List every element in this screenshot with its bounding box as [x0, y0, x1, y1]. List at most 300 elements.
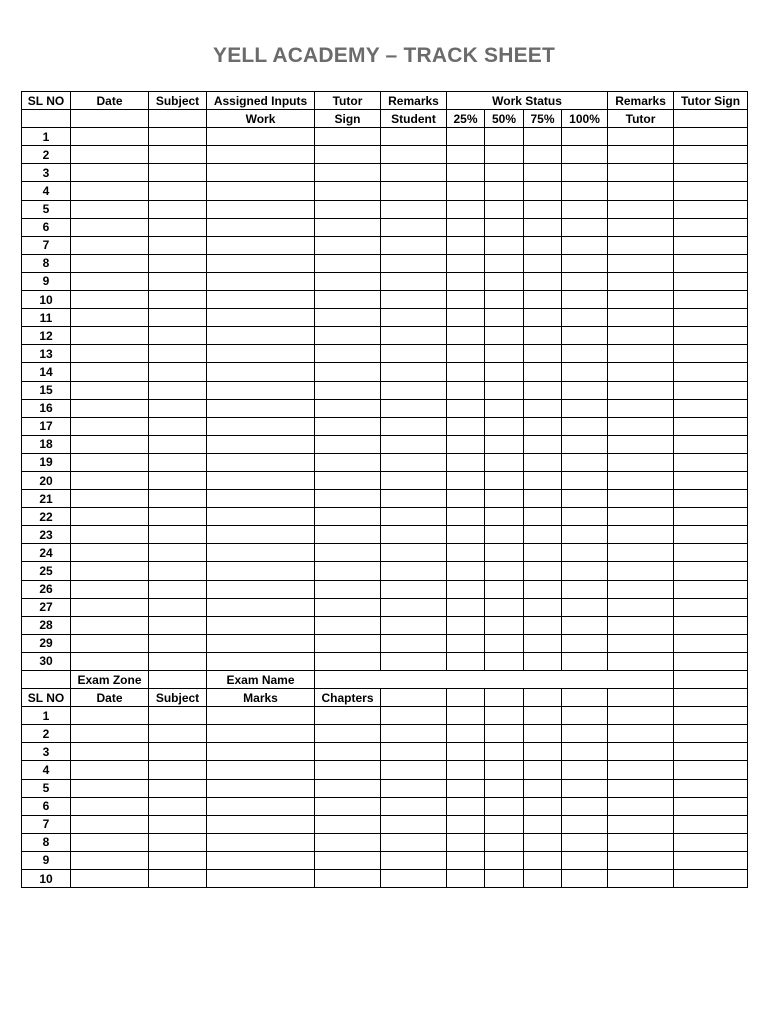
entry-cell[interactable]	[149, 616, 207, 634]
entry-cell[interactable]	[524, 616, 562, 634]
entry-cell[interactable]	[674, 815, 748, 833]
entry-cell[interactable]	[674, 182, 748, 200]
entry-cell[interactable]	[562, 652, 608, 670]
entry-cell[interactable]	[524, 634, 562, 652]
entry-cell[interactable]	[485, 453, 524, 471]
entry-cell[interactable]	[381, 218, 447, 236]
entry-cell[interactable]	[315, 508, 381, 526]
entry-cell[interactable]	[149, 508, 207, 526]
entry-cell[interactable]	[71, 327, 149, 345]
entry-cell[interactable]	[381, 417, 447, 435]
entry-cell[interactable]	[149, 128, 207, 146]
entry-cell[interactable]	[608, 815, 674, 833]
entry-cell[interactable]	[381, 453, 447, 471]
entry-cell[interactable]	[608, 544, 674, 562]
entry-cell[interactable]	[315, 815, 381, 833]
entry-cell[interactable]	[562, 526, 608, 544]
entry-cell[interactable]	[315, 381, 381, 399]
entry-cell[interactable]	[447, 453, 485, 471]
entry-cell[interactable]	[562, 562, 608, 580]
entry-cell[interactable]	[71, 544, 149, 562]
entry-cell[interactable]	[447, 851, 485, 869]
entry-cell[interactable]	[149, 833, 207, 851]
entry-cell[interactable]	[381, 833, 447, 851]
entry-cell[interactable]	[315, 652, 381, 670]
entry-cell[interactable]	[207, 435, 315, 453]
entry-cell[interactable]	[315, 580, 381, 598]
entry-cell[interactable]	[207, 743, 315, 761]
entry-cell[interactable]	[315, 399, 381, 417]
entry-cell[interactable]	[485, 272, 524, 290]
entry-cell[interactable]	[71, 399, 149, 417]
entry-cell[interactable]	[674, 707, 748, 725]
entry-cell[interactable]	[447, 309, 485, 327]
entry-cell[interactable]	[447, 490, 485, 508]
entry-cell[interactable]	[381, 236, 447, 254]
entry-cell[interactable]	[381, 707, 447, 725]
entry-cell[interactable]	[485, 164, 524, 182]
entry-cell[interactable]	[447, 399, 485, 417]
entry-cell[interactable]	[562, 616, 608, 634]
entry-cell[interactable]	[524, 309, 562, 327]
entry-cell[interactable]	[447, 435, 485, 453]
entry-cell[interactable]	[71, 363, 149, 381]
entry-cell[interactable]	[381, 634, 447, 652]
entry-cell[interactable]	[562, 164, 608, 182]
entry-cell[interactable]	[485, 616, 524, 634]
entry-cell[interactable]	[315, 453, 381, 471]
entry-cell[interactable]	[562, 291, 608, 309]
entry-cell[interactable]	[524, 200, 562, 218]
entry-cell[interactable]	[674, 562, 748, 580]
entry-cell[interactable]	[524, 291, 562, 309]
entry-cell[interactable]	[149, 254, 207, 272]
entry-cell[interactable]	[381, 870, 447, 888]
entry-cell[interactable]	[485, 598, 524, 616]
entry-cell[interactable]	[447, 580, 485, 598]
entry-cell[interactable]	[71, 453, 149, 471]
entry-cell[interactable]	[381, 291, 447, 309]
entry-cell[interactable]	[562, 218, 608, 236]
entry-cell[interactable]	[207, 562, 315, 580]
entry-cell[interactable]	[485, 236, 524, 254]
entry-cell[interactable]	[149, 363, 207, 381]
entry-cell[interactable]	[562, 761, 608, 779]
entry-cell[interactable]	[149, 381, 207, 399]
entry-cell[interactable]	[71, 616, 149, 634]
entry-cell[interactable]	[524, 815, 562, 833]
entry-cell[interactable]	[485, 562, 524, 580]
entry-cell[interactable]	[524, 870, 562, 888]
entry-cell[interactable]	[447, 508, 485, 526]
entry-cell[interactable]	[207, 381, 315, 399]
entry-cell[interactable]	[207, 309, 315, 327]
entry-cell[interactable]	[381, 200, 447, 218]
entry-cell[interactable]	[381, 327, 447, 345]
entry-cell[interactable]	[381, 471, 447, 489]
entry-cell[interactable]	[149, 598, 207, 616]
entry-cell[interactable]	[447, 743, 485, 761]
entry-cell[interactable]	[608, 689, 674, 707]
entry-cell[interactable]	[71, 779, 149, 797]
entry-cell[interactable]	[207, 327, 315, 345]
entry-cell[interactable]	[447, 128, 485, 146]
entry-cell[interactable]	[485, 743, 524, 761]
entry-cell[interactable]	[207, 471, 315, 489]
entry-cell[interactable]	[485, 399, 524, 417]
entry-cell[interactable]	[524, 598, 562, 616]
entry-cell[interactable]	[315, 616, 381, 634]
entry-cell[interactable]	[207, 526, 315, 544]
entry-cell[interactable]	[71, 797, 149, 815]
entry-cell[interactable]	[381, 598, 447, 616]
entry-cell[interactable]	[485, 526, 524, 544]
entry-cell[interactable]	[447, 291, 485, 309]
entry-cell[interactable]	[674, 761, 748, 779]
entry-cell[interactable]	[562, 508, 608, 526]
entry-cell[interactable]	[207, 508, 315, 526]
entry-cell[interactable]	[149, 851, 207, 869]
entry-cell[interactable]	[562, 309, 608, 327]
entry-cell[interactable]	[149, 544, 207, 562]
entry-cell[interactable]	[524, 236, 562, 254]
entry-cell[interactable]	[149, 634, 207, 652]
entry-cell[interactable]	[447, 616, 485, 634]
entry-cell[interactable]	[608, 309, 674, 327]
entry-cell[interactable]	[207, 164, 315, 182]
entry-cell[interactable]	[562, 707, 608, 725]
entry-cell[interactable]	[608, 435, 674, 453]
entry-cell[interactable]	[485, 815, 524, 833]
entry-cell[interactable]	[381, 779, 447, 797]
entry-cell[interactable]	[524, 544, 562, 562]
entry-cell[interactable]	[562, 815, 608, 833]
entry-cell[interactable]	[485, 200, 524, 218]
entry-cell[interactable]	[608, 218, 674, 236]
entry-cell[interactable]	[608, 707, 674, 725]
entry-cell[interactable]	[149, 435, 207, 453]
entry-cell[interactable]	[608, 381, 674, 399]
entry-cell[interactable]	[447, 526, 485, 544]
entry-cell[interactable]	[315, 779, 381, 797]
entry-cell[interactable]	[524, 689, 562, 707]
entry-cell[interactable]	[207, 707, 315, 725]
entry-cell[interactable]	[381, 689, 447, 707]
entry-cell[interactable]	[447, 345, 485, 363]
entry-cell[interactable]	[207, 634, 315, 652]
entry-cell[interactable]	[562, 236, 608, 254]
entry-cell[interactable]	[381, 725, 447, 743]
entry-cell[interactable]	[562, 870, 608, 888]
entry-cell[interactable]	[315, 182, 381, 200]
entry-cell[interactable]	[524, 453, 562, 471]
entry-cell[interactable]	[524, 471, 562, 489]
entry-cell[interactable]	[149, 870, 207, 888]
entry-cell[interactable]	[315, 743, 381, 761]
entry-cell[interactable]	[447, 272, 485, 290]
entry-cell[interactable]	[485, 381, 524, 399]
entry-cell[interactable]	[207, 833, 315, 851]
entry-cell[interactable]	[207, 851, 315, 869]
entry-cell[interactable]	[315, 218, 381, 236]
entry-cell[interactable]	[381, 435, 447, 453]
entry-cell[interactable]	[381, 652, 447, 670]
entry-cell[interactable]	[315, 761, 381, 779]
entry-cell[interactable]	[447, 634, 485, 652]
entry-cell[interactable]	[207, 218, 315, 236]
entry-cell[interactable]	[608, 327, 674, 345]
entry-cell[interactable]	[149, 309, 207, 327]
entry-cell[interactable]	[207, 779, 315, 797]
entry-cell[interactable]	[71, 200, 149, 218]
entry-cell[interactable]	[524, 254, 562, 272]
entry-cell[interactable]	[562, 689, 608, 707]
entry-cell[interactable]	[315, 272, 381, 290]
entry-cell[interactable]	[315, 200, 381, 218]
entry-cell[interactable]	[485, 833, 524, 851]
entry-cell[interactable]	[207, 417, 315, 435]
entry-cell[interactable]	[608, 254, 674, 272]
entry-cell[interactable]	[381, 562, 447, 580]
entry-cell[interactable]	[485, 146, 524, 164]
entry-cell[interactable]	[524, 743, 562, 761]
entry-cell[interactable]	[524, 508, 562, 526]
entry-cell[interactable]	[315, 435, 381, 453]
entry-cell[interactable]	[71, 598, 149, 616]
entry-cell[interactable]	[381, 128, 447, 146]
entry-cell[interactable]	[562, 381, 608, 399]
entry-cell[interactable]	[674, 689, 748, 707]
entry-cell[interactable]	[149, 707, 207, 725]
entry-cell[interactable]	[608, 236, 674, 254]
entry-cell[interactable]	[674, 743, 748, 761]
entry-cell[interactable]	[315, 797, 381, 815]
entry-cell[interactable]	[315, 598, 381, 616]
entry-cell[interactable]	[674, 345, 748, 363]
entry-cell[interactable]	[447, 146, 485, 164]
entry-cell[interactable]	[524, 327, 562, 345]
entry-cell[interactable]	[315, 164, 381, 182]
entry-cell[interactable]	[524, 707, 562, 725]
entry-cell[interactable]	[447, 164, 485, 182]
entry-cell[interactable]	[381, 508, 447, 526]
entry-cell[interactable]	[608, 634, 674, 652]
entry-cell[interactable]	[71, 345, 149, 363]
entry-cell[interactable]	[71, 634, 149, 652]
entry-cell[interactable]	[485, 309, 524, 327]
entry-cell[interactable]	[674, 146, 748, 164]
entry-cell[interactable]	[149, 725, 207, 743]
entry-cell[interactable]	[381, 146, 447, 164]
entry-cell[interactable]	[608, 345, 674, 363]
entry-cell[interactable]	[485, 435, 524, 453]
entry-cell[interactable]	[71, 725, 149, 743]
entry-cell[interactable]	[207, 616, 315, 634]
entry-cell[interactable]	[608, 453, 674, 471]
entry-cell[interactable]	[71, 417, 149, 435]
entry-cell[interactable]	[207, 490, 315, 508]
entry-cell[interactable]	[381, 743, 447, 761]
entry-cell[interactable]	[381, 399, 447, 417]
entry-cell[interactable]	[207, 254, 315, 272]
entry-cell[interactable]	[674, 453, 748, 471]
entry-cell[interactable]	[524, 363, 562, 381]
entry-cell[interactable]	[562, 272, 608, 290]
entry-cell[interactable]	[149, 218, 207, 236]
entry-cell[interactable]	[447, 254, 485, 272]
entry-cell[interactable]	[71, 707, 149, 725]
entry-cell[interactable]	[149, 526, 207, 544]
entry-cell[interactable]	[562, 725, 608, 743]
entry-cell[interactable]	[674, 200, 748, 218]
entry-cell[interactable]	[608, 471, 674, 489]
entry-cell[interactable]	[485, 218, 524, 236]
entry-cell[interactable]	[315, 471, 381, 489]
entry-cell[interactable]	[149, 182, 207, 200]
entry-cell[interactable]	[485, 508, 524, 526]
entry-cell[interactable]	[447, 797, 485, 815]
entry-cell[interactable]	[524, 652, 562, 670]
entry-cell[interactable]	[674, 526, 748, 544]
entry-cell[interactable]	[71, 761, 149, 779]
entry-cell[interactable]	[485, 779, 524, 797]
entry-cell[interactable]	[447, 200, 485, 218]
entry-cell[interactable]	[562, 453, 608, 471]
entry-cell[interactable]	[315, 544, 381, 562]
entry-cell[interactable]	[207, 725, 315, 743]
entry-cell[interactable]	[608, 725, 674, 743]
entry-cell[interactable]	[207, 544, 315, 562]
entry-cell[interactable]	[315, 291, 381, 309]
entry-cell[interactable]	[71, 652, 149, 670]
entry-cell[interactable]	[315, 707, 381, 725]
entry-cell[interactable]	[447, 381, 485, 399]
entry-cell[interactable]	[562, 779, 608, 797]
entry-cell[interactable]	[674, 399, 748, 417]
entry-cell[interactable]	[71, 272, 149, 290]
entry-cell[interactable]	[447, 652, 485, 670]
entry-cell[interactable]	[149, 779, 207, 797]
entry-cell[interactable]	[207, 815, 315, 833]
entry-cell[interactable]	[71, 743, 149, 761]
entry-cell[interactable]	[562, 254, 608, 272]
entry-cell[interactable]	[315, 634, 381, 652]
entry-cell[interactable]	[608, 580, 674, 598]
entry-cell[interactable]	[524, 490, 562, 508]
entry-cell[interactable]	[562, 363, 608, 381]
entry-cell[interactable]	[524, 218, 562, 236]
entry-cell[interactable]	[381, 182, 447, 200]
entry-cell[interactable]	[149, 453, 207, 471]
entry-cell[interactable]	[674, 218, 748, 236]
entry-cell[interactable]	[149, 200, 207, 218]
entry-cell[interactable]	[71, 236, 149, 254]
entry-cell[interactable]	[381, 526, 447, 544]
entry-cell[interactable]	[485, 291, 524, 309]
entry-cell[interactable]	[674, 833, 748, 851]
entry-cell[interactable]	[562, 146, 608, 164]
entry-cell[interactable]	[149, 272, 207, 290]
entry-cell[interactable]	[71, 254, 149, 272]
entry-cell[interactable]	[524, 562, 562, 580]
entry-cell[interactable]	[562, 544, 608, 562]
entry-cell[interactable]	[562, 417, 608, 435]
entry-cell[interactable]	[608, 743, 674, 761]
entry-cell[interactable]	[674, 417, 748, 435]
entry-cell[interactable]	[315, 833, 381, 851]
entry-cell[interactable]	[524, 345, 562, 363]
entry-cell[interactable]	[315, 327, 381, 345]
entry-cell[interactable]	[207, 291, 315, 309]
entry-cell[interactable]	[315, 254, 381, 272]
entry-cell[interactable]	[207, 272, 315, 290]
entry-cell[interactable]	[562, 128, 608, 146]
entry-cell[interactable]	[608, 526, 674, 544]
entry-cell[interactable]	[524, 381, 562, 399]
entry-cell[interactable]	[381, 254, 447, 272]
entry-cell[interactable]	[608, 652, 674, 670]
entry-cell[interactable]	[674, 272, 748, 290]
entry-cell[interactable]	[315, 309, 381, 327]
entry-cell[interactable]	[485, 544, 524, 562]
entry-cell[interactable]	[674, 254, 748, 272]
entry-cell[interactable]	[207, 200, 315, 218]
entry-cell[interactable]	[608, 598, 674, 616]
entry-cell[interactable]	[315, 490, 381, 508]
entry-cell[interactable]	[71, 815, 149, 833]
entry-cell[interactable]	[608, 164, 674, 182]
entry-cell[interactable]	[608, 272, 674, 290]
entry-cell[interactable]	[674, 236, 748, 254]
entry-cell[interactable]	[524, 146, 562, 164]
entry-cell[interactable]	[562, 598, 608, 616]
exam-name-field[interactable]	[315, 671, 674, 689]
entry-cell[interactable]	[674, 870, 748, 888]
entry-cell[interactable]	[315, 363, 381, 381]
entry-cell[interactable]	[315, 725, 381, 743]
entry-cell[interactable]	[315, 851, 381, 869]
entry-cell[interactable]	[485, 417, 524, 435]
entry-cell[interactable]	[207, 797, 315, 815]
entry-cell[interactable]	[562, 327, 608, 345]
entry-cell[interactable]	[71, 562, 149, 580]
entry-cell[interactable]	[381, 815, 447, 833]
entry-cell[interactable]	[608, 797, 674, 815]
entry-cell[interactable]	[149, 580, 207, 598]
entry-cell[interactable]	[207, 598, 315, 616]
entry-cell[interactable]	[381, 164, 447, 182]
entry-cell[interactable]	[149, 743, 207, 761]
entry-cell[interactable]	[315, 417, 381, 435]
entry-cell[interactable]	[674, 779, 748, 797]
entry-cell[interactable]	[674, 363, 748, 381]
entry-cell[interactable]	[381, 309, 447, 327]
entry-cell[interactable]	[562, 580, 608, 598]
entry-cell[interactable]	[674, 435, 748, 453]
entry-cell[interactable]	[608, 761, 674, 779]
entry-cell[interactable]	[562, 200, 608, 218]
entry-cell[interactable]	[674, 725, 748, 743]
entry-cell[interactable]	[562, 490, 608, 508]
entry-cell[interactable]	[71, 146, 149, 164]
entry-cell[interactable]	[447, 707, 485, 725]
entry-cell[interactable]	[447, 218, 485, 236]
entry-cell[interactable]	[149, 327, 207, 345]
entry-cell[interactable]	[381, 381, 447, 399]
entry-cell[interactable]	[207, 652, 315, 670]
entry-cell[interactable]	[524, 833, 562, 851]
entry-cell[interactable]	[562, 399, 608, 417]
